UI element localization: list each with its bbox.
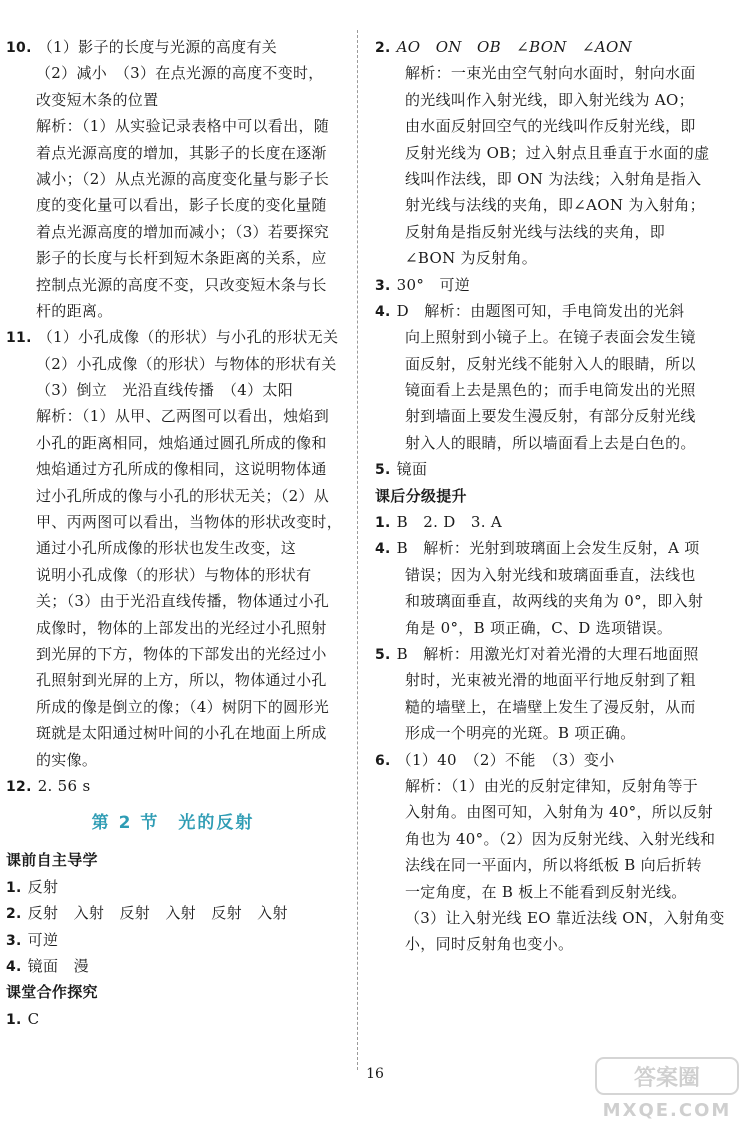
line-text: 角也为 40°。（2）因为反射光线、入射光线和 bbox=[405, 829, 716, 848]
line-text: 说明小孔成像（的形状）与物体的形状有 bbox=[36, 565, 312, 584]
answer-item bbox=[6, 34, 340, 60]
line-text: 糙的墙壁上，在墙壁上发生了漫反射，从而 bbox=[405, 697, 696, 716]
answer-text-line bbox=[375, 562, 721, 588]
item-number: 4. bbox=[375, 303, 391, 320]
line-text: 的实像。 bbox=[36, 750, 98, 769]
line-text: 射到墙面上要发生漫反射，有部分反射光线 bbox=[405, 407, 696, 426]
answer-text-line bbox=[375, 615, 721, 641]
answer-text-line bbox=[6, 483, 340, 509]
line-text: 镜面看上去是黑色的；而手电筒发出的光照 bbox=[405, 381, 696, 400]
line-text: 度的变化量可以看出，影子长度的变化量随 bbox=[36, 196, 327, 215]
answer-item bbox=[375, 34, 721, 60]
answer-text-line bbox=[375, 879, 721, 905]
answer-text-line bbox=[6, 641, 340, 667]
line-text: 解析：（1）从实验记录表格中可以看出，随 bbox=[36, 117, 330, 136]
line-text: B 解析：用激光灯对着光滑的大理石地面照 bbox=[396, 644, 699, 663]
answer-text-line bbox=[375, 799, 721, 825]
line-text: 过小孔所成的像与小孔的形状无关；（2）从 bbox=[36, 486, 330, 505]
line-text: 影子的长度与长杆到短木条距离的关系，应 bbox=[36, 249, 327, 268]
line-text: 杆的距离。 bbox=[36, 301, 113, 320]
answer-text-line bbox=[6, 113, 340, 139]
line-text: 入射角。由图可知，入射角为 40°，所以反射 bbox=[405, 803, 713, 822]
line-text: 通过小孔所成像的形状也发生改变，这 bbox=[36, 539, 297, 558]
line-text: 成像时，物体的上部发出的光经过小孔照射 bbox=[36, 618, 327, 637]
answer-text-line bbox=[375, 87, 721, 113]
answer-text-line bbox=[6, 588, 340, 614]
line-text: 所成的像是倒立的像；（4）树阴下的圆形光 bbox=[36, 697, 330, 716]
line-text: 向上照射到小镜子上。在镜子表面会发生镜 bbox=[405, 328, 696, 347]
answer-text-line bbox=[6, 192, 340, 218]
line-text: 反射光线为 OB；过入射点且垂直于水面的虚 bbox=[405, 143, 710, 162]
line-text: 着点光源高度的增加而减小；（3）若要探究 bbox=[36, 222, 330, 241]
answer-text-line bbox=[6, 430, 340, 456]
watermark-logo bbox=[592, 1054, 742, 1122]
item-number: 2. bbox=[375, 40, 391, 56]
line-text: 镜面 漫 bbox=[27, 956, 89, 975]
line-text: 错误；因为入射光线和玻璃面垂直，法线也 bbox=[405, 565, 696, 584]
line-text: C bbox=[27, 1009, 40, 1028]
line-text: 反射 bbox=[27, 877, 59, 896]
item-number: 3. bbox=[6, 932, 22, 949]
answer-text-line bbox=[375, 694, 721, 720]
answer-text-line bbox=[375, 113, 721, 139]
section-heading: 课后分级提升 bbox=[375, 486, 467, 505]
line-text: 烛焰通过方孔所成的像相同，这说明物体通 bbox=[36, 460, 327, 479]
answer-text-line bbox=[375, 245, 721, 271]
answer-text-line bbox=[6, 166, 340, 192]
answer-text-line bbox=[375, 852, 721, 878]
answer-item bbox=[6, 953, 340, 979]
item-number: 3. bbox=[375, 277, 391, 294]
line-text: 小，同时反射角也变小。 bbox=[405, 935, 574, 954]
line-text: （3）倒立 光沿直线传播 （4）太阳 bbox=[36, 381, 293, 400]
line-text: 射时，光束被光滑的地面平行地反射到了粗 bbox=[405, 671, 696, 690]
answer-item bbox=[375, 298, 721, 324]
answer-text-line bbox=[6, 245, 340, 271]
answer-item bbox=[6, 927, 340, 953]
item-number: 10. bbox=[6, 40, 32, 56]
answer-text-line bbox=[6, 720, 340, 746]
line-text: B 2. D 3. A bbox=[396, 513, 503, 532]
left-column bbox=[6, 34, 343, 1032]
answer-text-line bbox=[6, 219, 340, 245]
answer-item bbox=[6, 773, 340, 799]
line-text: 解析：（1）从甲、乙两图可以看出，烛焰到 bbox=[36, 407, 330, 426]
line-text: 射光线与法线的夹角，即∠AON 为入射角； bbox=[405, 196, 705, 215]
line-text: 甲、丙两图可以看出，当物体的形状改变时， bbox=[36, 513, 343, 532]
item-number: 4. bbox=[375, 541, 391, 558]
answer-text-line bbox=[6, 87, 340, 113]
answer-text-line bbox=[6, 456, 340, 482]
item-number: 11. bbox=[6, 330, 32, 347]
line-text: 反射 入射 反射 入射 反射 入射 bbox=[27, 904, 288, 923]
line-text: 由水面反射回空气的光线叫作反射光线，即 bbox=[405, 117, 696, 136]
answer-text-line bbox=[375, 667, 721, 693]
answer-item bbox=[375, 641, 721, 667]
line-text: 射入人的眼睛，所以墙面看上去是白色的。 bbox=[405, 433, 696, 452]
line-text: 孔照射到光屏的上方，所以，物体通过小孔 bbox=[36, 671, 327, 690]
line-text: 一定角度，在 B 板上不能看到反射光线。 bbox=[405, 882, 687, 901]
answer-text-line bbox=[375, 931, 721, 957]
line-text: 的光线叫作入射光线，即入射光线为 AO； bbox=[405, 90, 694, 109]
answer-text-line bbox=[6, 60, 340, 86]
line-text: 线叫作法线，即 ON 为法线；入射角是指入 bbox=[405, 169, 702, 188]
answer-text-line bbox=[375, 720, 721, 746]
line-text: 形成一个明亮的光斑。B 项正确。 bbox=[405, 724, 636, 743]
line-text: （1）40 （2）不能 （3）变小 bbox=[396, 750, 615, 769]
line-text: （3）让入射光线 EO 靠近法线 ON，入射角变 bbox=[405, 908, 725, 927]
line-text: 法线在同一平面内，所以将纸板 B 向后折转 bbox=[405, 856, 702, 875]
answer-text-line bbox=[375, 773, 721, 799]
answer-text-line bbox=[375, 351, 721, 377]
item-number: 2. bbox=[6, 906, 22, 923]
answer-item bbox=[375, 272, 721, 298]
answer-text-line bbox=[375, 377, 721, 403]
answer-text-line bbox=[6, 272, 340, 298]
line-text: 角是 0°，B 项正确，C、D 选项错误。 bbox=[405, 618, 673, 637]
item-number: 5. bbox=[375, 646, 391, 663]
answer-text-line bbox=[6, 509, 343, 535]
item-number: 5. bbox=[375, 462, 391, 479]
line-text: 解析：（1）由光的反射定律知，反射角等于 bbox=[405, 776, 699, 795]
answer-text-line bbox=[6, 562, 340, 588]
answer-text-line bbox=[375, 166, 721, 192]
line-text: （1）小孔成像（的形状）与小孔的形状无关 bbox=[37, 328, 339, 347]
answer-item bbox=[6, 324, 340, 350]
line-text: 改变短木条的位置 bbox=[36, 90, 159, 109]
answer-text-line bbox=[375, 588, 721, 614]
answer-item bbox=[375, 456, 721, 482]
line-text: 小孔的距离相同，烛焰通过圆孔所成的像和 bbox=[36, 433, 327, 452]
line-text: 控制点光源的高度不变，只改变短木条与长 bbox=[36, 275, 327, 294]
line-text: 30° 可逆 bbox=[396, 275, 471, 294]
item-number: 1. bbox=[6, 879, 22, 896]
answer-text-line bbox=[6, 615, 340, 641]
line-text: 可逆 bbox=[27, 930, 59, 949]
page-number: 16 bbox=[366, 1066, 384, 1082]
right-column bbox=[375, 34, 725, 958]
line-text: （1）影子的长度与光源的高度有关 bbox=[37, 38, 278, 56]
answer-item bbox=[375, 509, 721, 535]
section-heading: 课前自主导学 bbox=[6, 851, 98, 870]
svg-text:答案圈: 答案圈 bbox=[633, 1066, 701, 1091]
answer-text-line bbox=[375, 905, 725, 931]
line-text: 着点光源高度的增加，其影子的长度在逐渐 bbox=[36, 143, 327, 162]
answer-text-line bbox=[6, 535, 340, 561]
item-number: 6. bbox=[375, 752, 391, 769]
answer-text-line bbox=[375, 60, 721, 86]
answer-text-line bbox=[6, 377, 340, 403]
answer-item bbox=[375, 535, 721, 561]
answer-text-line bbox=[6, 694, 340, 720]
item-number: 1. bbox=[6, 1011, 22, 1028]
answer-text-line bbox=[375, 140, 721, 166]
answer-text-line bbox=[375, 219, 721, 245]
line-text: 2. 56 s bbox=[37, 776, 91, 795]
answer-text-line bbox=[6, 747, 340, 773]
line-text: 镜面 bbox=[396, 460, 428, 479]
line-text: 面反射，反射光线不能射入人的眼睛，所以 bbox=[405, 354, 696, 373]
line-text: 关；（3）由于光沿直线传播，物体通过小孔 bbox=[36, 592, 330, 611]
line-text: 反射角是指反射光线与法线的夹角，即 bbox=[405, 222, 666, 241]
item-number: 4. bbox=[6, 958, 22, 975]
item-number: 12. bbox=[6, 778, 32, 795]
line-text: AO ON OB ∠BON ∠AON bbox=[396, 38, 633, 56]
section-title: 第 2 节 光的反射 bbox=[91, 813, 255, 834]
line-text: B 解析：光射到玻璃面上会发生反射，A 项 bbox=[396, 539, 700, 558]
answer-text-line bbox=[375, 430, 721, 456]
section-heading: 课堂合作探究 bbox=[6, 983, 98, 1002]
answer-text-line bbox=[375, 826, 721, 852]
line-text: （2）小孔成像（的形状）与物体的形状有关 bbox=[36, 354, 337, 373]
line-text: 解析：一束光由空气射向水面时，射向水面 bbox=[405, 64, 696, 83]
answer-text-line bbox=[375, 192, 721, 218]
answer-text-line bbox=[6, 351, 340, 377]
line-text: （2）减小 （3）在点光源的高度不变时， bbox=[36, 64, 324, 83]
answer-text-line bbox=[6, 667, 340, 693]
answer-item bbox=[6, 874, 340, 900]
answer-item bbox=[6, 1006, 340, 1032]
line-text: 斑就是太阳通过树叶间的小孔在地面上所成 bbox=[36, 724, 327, 743]
line-text: 到光屏的下方，物体的下部发出的光经过小 bbox=[36, 644, 327, 663]
answer-item bbox=[375, 747, 721, 773]
line-text: ∠BON 为反射角。 bbox=[405, 249, 538, 268]
line-text: 和玻璃面垂直，故两线的夹角为 0°，即入射 bbox=[405, 592, 704, 611]
answer-item bbox=[6, 900, 340, 926]
line-text: D 解析：由题图可知，手电筒发出的光斜 bbox=[396, 301, 685, 320]
answer-text-line bbox=[375, 403, 721, 429]
answer-text-line bbox=[6, 140, 340, 166]
line-text: 减小；（2）从点光源的高度变化量与影子长 bbox=[36, 169, 330, 188]
answer-text-line bbox=[375, 324, 721, 350]
column-divider bbox=[357, 30, 358, 1070]
answer-text-line bbox=[6, 298, 340, 324]
answer-text-line bbox=[6, 403, 340, 429]
svg-text:MXQE.COM: MXQE.COM bbox=[602, 1100, 732, 1121]
item-number: 1. bbox=[375, 515, 391, 532]
